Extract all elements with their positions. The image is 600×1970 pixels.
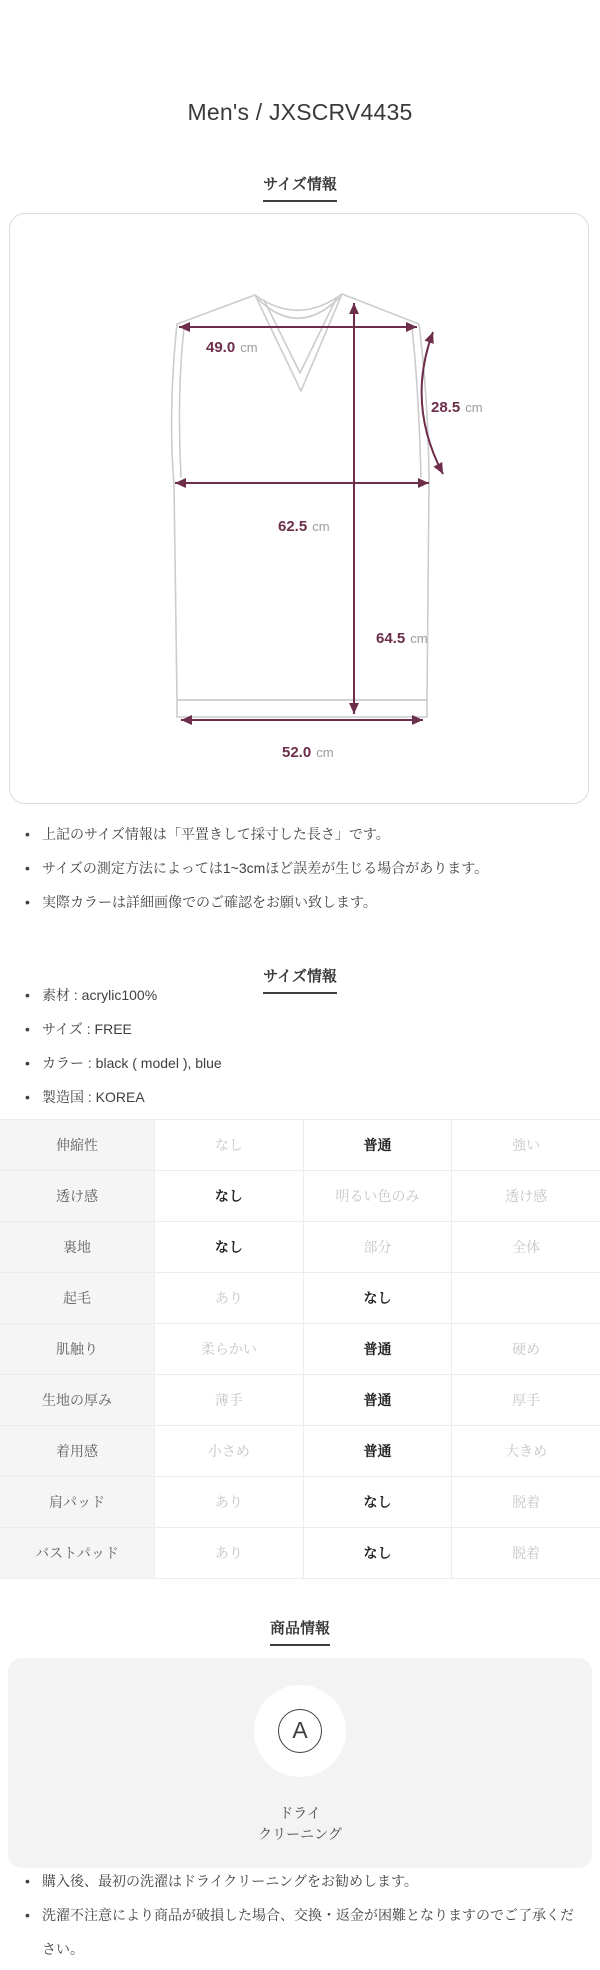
attribute-value: 厚手: [451, 1375, 600, 1425]
attribute-value-selected: なし: [303, 1273, 452, 1323]
table-row: [0, 1528, 600, 1579]
attribute-value-selected: なし: [303, 1477, 452, 1527]
attribute-value: 硬め: [451, 1324, 600, 1374]
left-armhole-trim: [179, 328, 184, 477]
table-row: [0, 1477, 600, 1528]
attribute-value-selected: なし: [154, 1222, 303, 1272]
table-row: [0, 1324, 600, 1375]
attribute-value: 明るい色のみ: [303, 1171, 452, 1221]
attribute-value-selected: 普通: [303, 1324, 452, 1374]
attribute-value: 全体: [451, 1222, 600, 1272]
attribute-label: 透け感: [0, 1171, 154, 1221]
care-label-line1: ドライ: [279, 1805, 321, 1821]
attribute-label: 起毛: [0, 1273, 154, 1323]
measurement-lines: [175, 303, 443, 720]
product-section-heading: [0, 1620, 600, 1646]
note-item: • 製造国 : KOREA: [25, 1080, 582, 1114]
armhole-measure-label: 28.5 cm: [431, 399, 483, 416]
attribute-value-selected: なし: [303, 1528, 452, 1578]
size-notes-list: [25, 817, 582, 919]
length-measure-label: 64.5 cm: [376, 630, 428, 647]
attribute-value: あり: [154, 1528, 303, 1578]
spec-section-heading-text: サイズ情報: [263, 968, 337, 994]
attribute-value: あり: [154, 1273, 303, 1323]
attribute-value: [451, 1273, 600, 1323]
attribute-value: 脱着: [451, 1477, 600, 1527]
attribute-label: 伸縮性: [0, 1120, 154, 1170]
attribute-label: 裏地: [0, 1222, 154, 1272]
size-section-heading-text: サイズ情報: [263, 176, 337, 202]
note-item: • 購入後、最初の洗濯はドライクリーニングをお勧めします。: [25, 1864, 582, 1898]
right-armhole-trim: [412, 328, 421, 477]
note-item: • 実際カラーは詳細画像でのご確認をお願い致します。: [25, 885, 582, 919]
attribute-value: なし: [154, 1120, 303, 1170]
note-item: • サイズの測定方法によっては1~3cmほど誤差が生じる場合があります。: [25, 851, 582, 885]
hem-band: [177, 700, 427, 717]
note-item: • 素材 : acrylic100%: [25, 978, 582, 1012]
attribute-label: 着用感: [0, 1426, 154, 1476]
attribute-value: 強い: [451, 1120, 600, 1170]
note-item: • サイズ : FREE: [25, 1012, 582, 1046]
back-neckline: [258, 298, 339, 318]
care-label-line2: クリーニング: [258, 1826, 342, 1842]
care-symbol-circle: [254, 1685, 346, 1777]
attribute-value: 脱着: [451, 1528, 600, 1578]
note-item: • カラー : black ( model ), blue: [25, 1046, 582, 1080]
attribute-value: 小さめ: [154, 1426, 303, 1476]
note-item: • 上記のサイズ情報は「平置きして採寸した長さ」です。: [25, 817, 582, 851]
care-info-box: [8, 1658, 592, 1868]
attribute-label: 肌触り: [0, 1324, 154, 1374]
attribute-value-selected: 普通: [303, 1375, 452, 1425]
attribute-value: 透け感: [451, 1171, 600, 1221]
attribute-value-selected: なし: [154, 1171, 303, 1221]
page-title: Men's / JXSCRV4435: [187, 99, 413, 125]
table-row: [0, 1120, 600, 1171]
attribute-label: バストパッド: [0, 1528, 154, 1578]
product-notes-list: [25, 1864, 582, 1966]
attribute-table: [0, 1119, 600, 1579]
measurement-labels: [206, 339, 483, 761]
table-row: [0, 1375, 600, 1426]
table-row: [0, 1273, 600, 1324]
shoulder-measure-label: 49.0 cm: [206, 339, 258, 356]
table-row: [0, 1222, 600, 1273]
size-diagram: [0, 213, 600, 805]
attribute-label: 生地の厚み: [0, 1375, 154, 1425]
attribute-value: 柔らかい: [154, 1324, 303, 1374]
spec-list: [25, 978, 582, 1114]
care-label: [8, 1803, 592, 1845]
attribute-value: あり: [154, 1477, 303, 1527]
vest-outline: [172, 294, 429, 717]
product-section-heading-text: 商品情報: [270, 1620, 330, 1646]
attribute-value: 部分: [303, 1222, 452, 1272]
hem-measure-label: 52.0 cm: [282, 744, 334, 761]
table-row: [0, 1426, 600, 1477]
dry-cleaning-icon: [278, 1709, 322, 1753]
attribute-value-selected: 普通: [303, 1426, 452, 1476]
chest-measure-label: 62.5 cm: [278, 518, 330, 535]
attribute-label: 肩パッド: [0, 1477, 154, 1527]
care-symbol-letter: A: [292, 1717, 308, 1743]
note-item: • 洗濯不注意により商品が破損した場合、交換・返金が困難となりますのでご了承ください。: [25, 1898, 582, 1966]
table-row: [0, 1171, 600, 1222]
attribute-value: 大きめ: [451, 1426, 600, 1476]
attribute-value-selected: 普通: [303, 1120, 452, 1170]
size-section-heading: [0, 176, 600, 202]
attribute-value: 薄手: [154, 1375, 303, 1425]
